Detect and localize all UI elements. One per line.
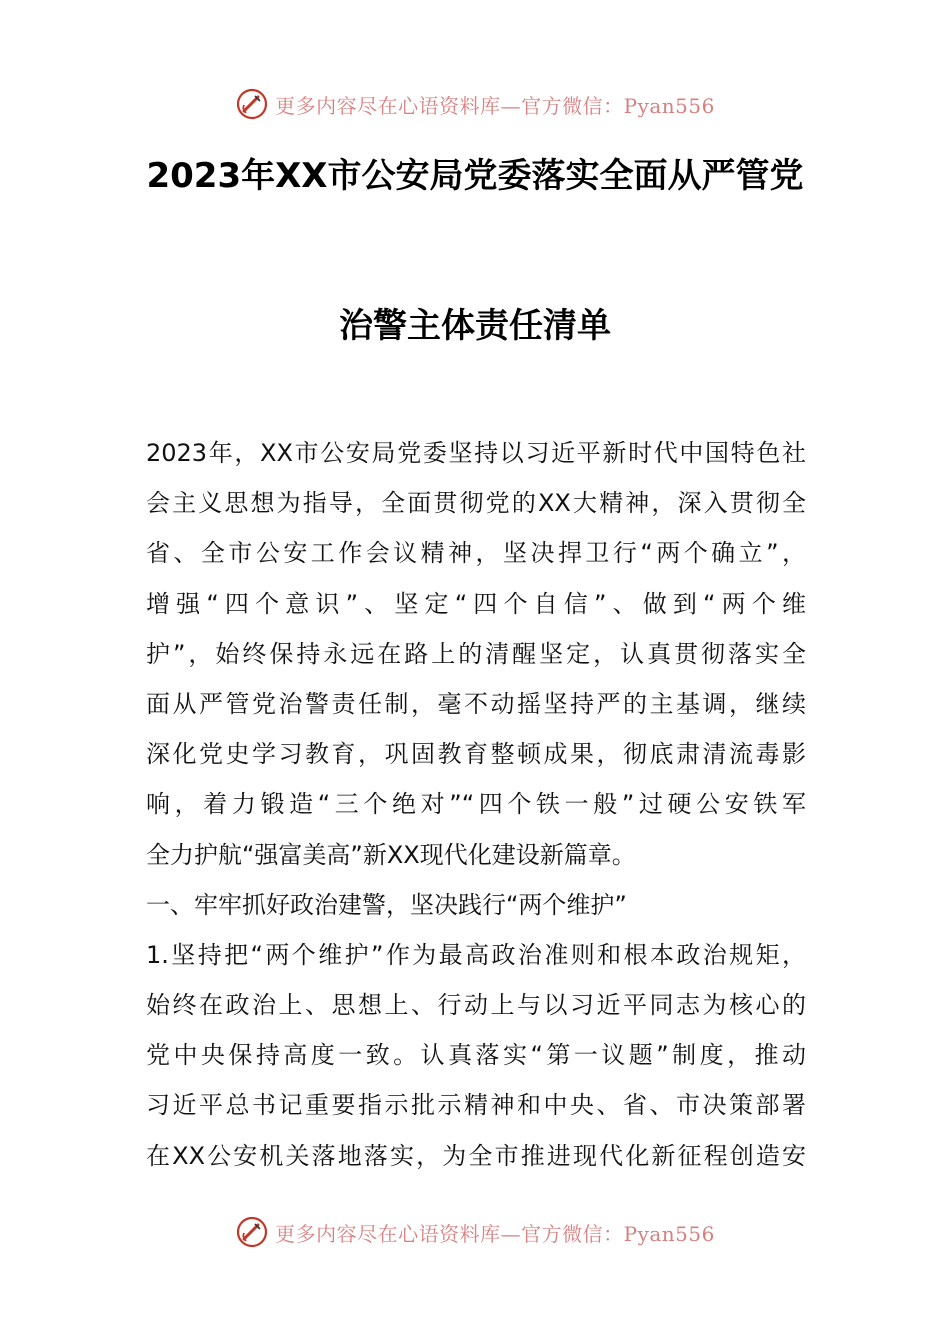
watermark-footer xyxy=(0,1212,950,1252)
pen-circle-logo-icon xyxy=(235,87,269,121)
body-line: 始终在政治上、思想上、行动上与以习近平同志为核心的 xyxy=(146,991,806,1020)
document-body xyxy=(146,428,806,1181)
document-title-line-1: 2023年XX市公安局党委落实全面从严管党 xyxy=(146,156,804,196)
body-line: 党中央保持高度一致。认真落实“第一议题”制度，推动 xyxy=(146,1041,806,1070)
watermark-text: 更多内容尽在心语资料库—官方微信：Pyan556 xyxy=(275,93,715,118)
section-heading: 一、牢牢抓好政治建警，坚决践行“两个维护” xyxy=(146,890,627,919)
watermark-header xyxy=(0,84,950,124)
body-line: 全力护航“强富美高”新XX现代化建设新篇章。 xyxy=(146,840,636,869)
body-line: 会主义思想为指导，全面贯彻党的XX大精神，深入贯彻全 xyxy=(146,489,806,518)
body-line: 响，着力锻造“三个绝对”“四个铁一般”过硬公安铁军 xyxy=(146,790,806,819)
watermark-text: 更多内容尽在心语资料库—官方微信：Pyan556 xyxy=(275,1221,715,1246)
body-line: 护”，始终保持永远在路上的清醒坚定，认真贯彻落实全 xyxy=(146,639,806,668)
body-line: 习近平总书记重要指示批示精神和中央、省、市决策部署 xyxy=(146,1091,806,1120)
body-line: 面从严管党治警责任制，毫不动摇坚持严的主基调，继续 xyxy=(146,689,806,718)
body-line: 在XX公安机关落地落实，为全市推进现代化新征程创造安 xyxy=(146,1141,806,1170)
document-title-line-2: 治警主体责任清单 xyxy=(339,306,611,346)
body-line: 2023年，XX市公安局党委坚持以习近平新时代中国特色社 xyxy=(146,439,806,467)
pen-circle-logo-icon xyxy=(235,1215,269,1249)
body-line: 省、全市公安工作会议精神，坚决捍卫行“两个确立”， xyxy=(146,539,806,568)
body-line: 深化党史学习教育，巩固教育整顿成果，彻底肃清流毒影 xyxy=(146,740,806,769)
body-line: 1.坚持把“两个维护”作为最高政治准则和根本政治规矩， xyxy=(146,940,806,969)
body-line: 增强“四个意识”、坚定“四个自信”、做到“两个维 xyxy=(146,589,806,618)
